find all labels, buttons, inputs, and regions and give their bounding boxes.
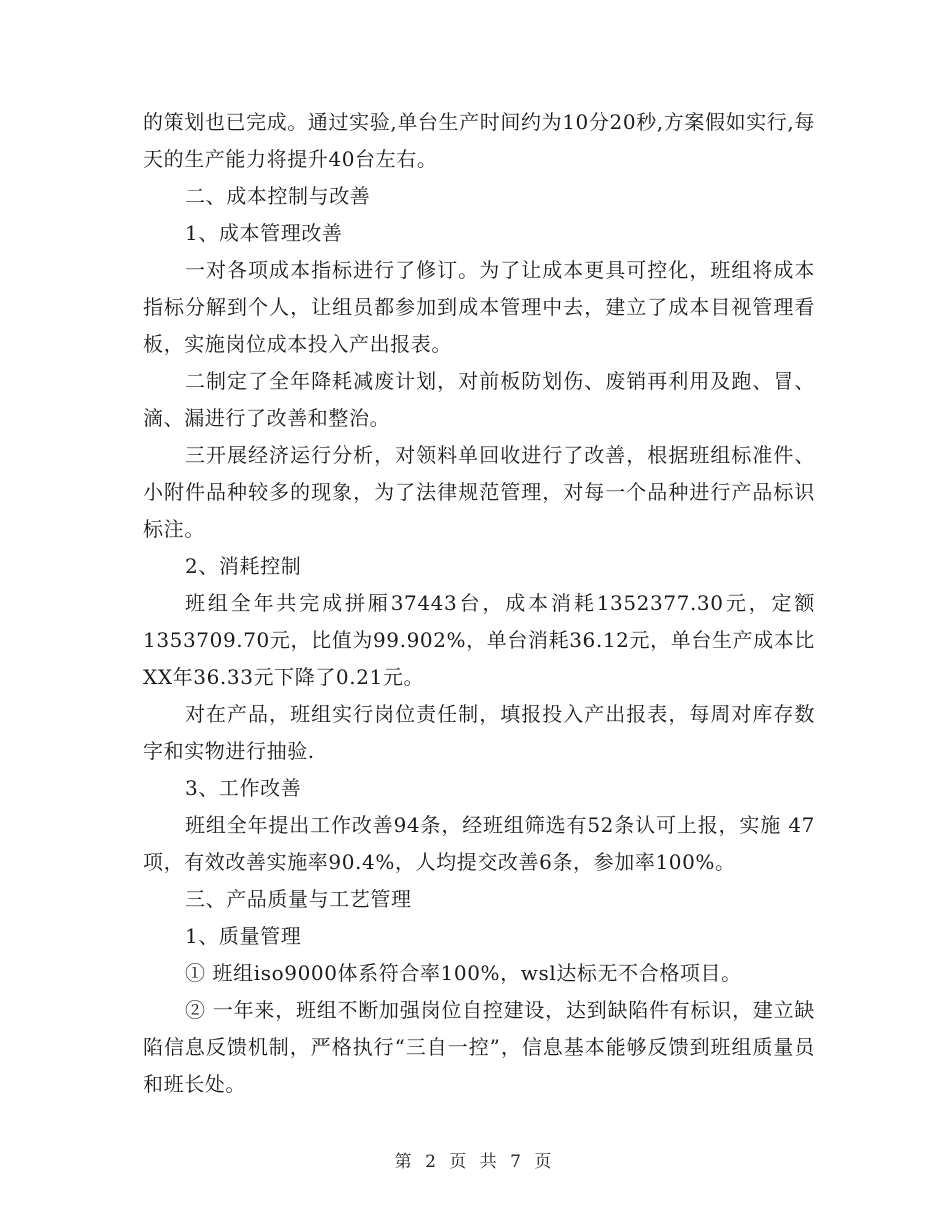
paragraph: ① 班组iso9000体系符合率100%，wsl达标无不合格项目。 [185, 961, 742, 985]
paragraph: 二制定了全年降耗减废计划，对前板防划伤、废销再利用及跑、冒、滴、漏进行了改善和整治。 [143, 369, 815, 430]
paragraph: 一对各项成本指标进行了修订。为了让成本更具可控化，班组将成本指标分解到个人，让组员都参加到成本管理中去，建立了成本目视管理看板，实施岗位成本投入产出报表。 [143, 258, 815, 356]
document-body [143, 104, 815, 1103]
paragraph: 三开展经济运行分析，对领料单回收进行了改善，根据班组标准件、小附件品种较多的现象，为了法律规范管理，对每一个品种进行产品标识标注。 [143, 443, 815, 541]
paragraph: 对在产品，班组实行岗位责任制，填报投入产出报表，每周对库存数字和实物进行抽验. [143, 702, 815, 763]
paragraph: 二、成本控制与改善 [185, 184, 371, 208]
paragraph: 三、产品质量与工艺管理 [185, 887, 412, 911]
paragraph: 班组全年提出工作改善94条，经班组筛选有52条认可上报，实施 47项，有效改善实施率90.4%，人均提交改善6条，参加率100%。 [143, 813, 815, 874]
paragraph: 的策划也已完成。通过实验,单台生产时间约为10分20秒,方案假如实行,每天的生产能力将提升40台左右。 [143, 110, 815, 171]
paragraph: 3、工作改善 [185, 776, 302, 800]
paragraph: 1、质量管理 [185, 924, 302, 948]
paragraph: 1、成本管理改善 [185, 221, 343, 245]
page-footer: 第 2 页 共 7 页 [394, 1152, 556, 1172]
paragraph: ② 一年来，班组不断加强岗位自控建设，达到缺陷件有标识，建立缺陷信息反馈机制，严格执行“三自一控”，信息基本能够反馈到班组质量员和班长处。 [143, 998, 815, 1096]
paragraph: 班组全年共完成拼厢37443台，成本消耗1352377.30元，定额1353709.70元，比值为99.902%，单台消耗36.12元，单台生产成本比XX年36.33元下降了0.21元。 [143, 591, 815, 689]
paragraph: 2、消耗控制 [185, 554, 302, 578]
